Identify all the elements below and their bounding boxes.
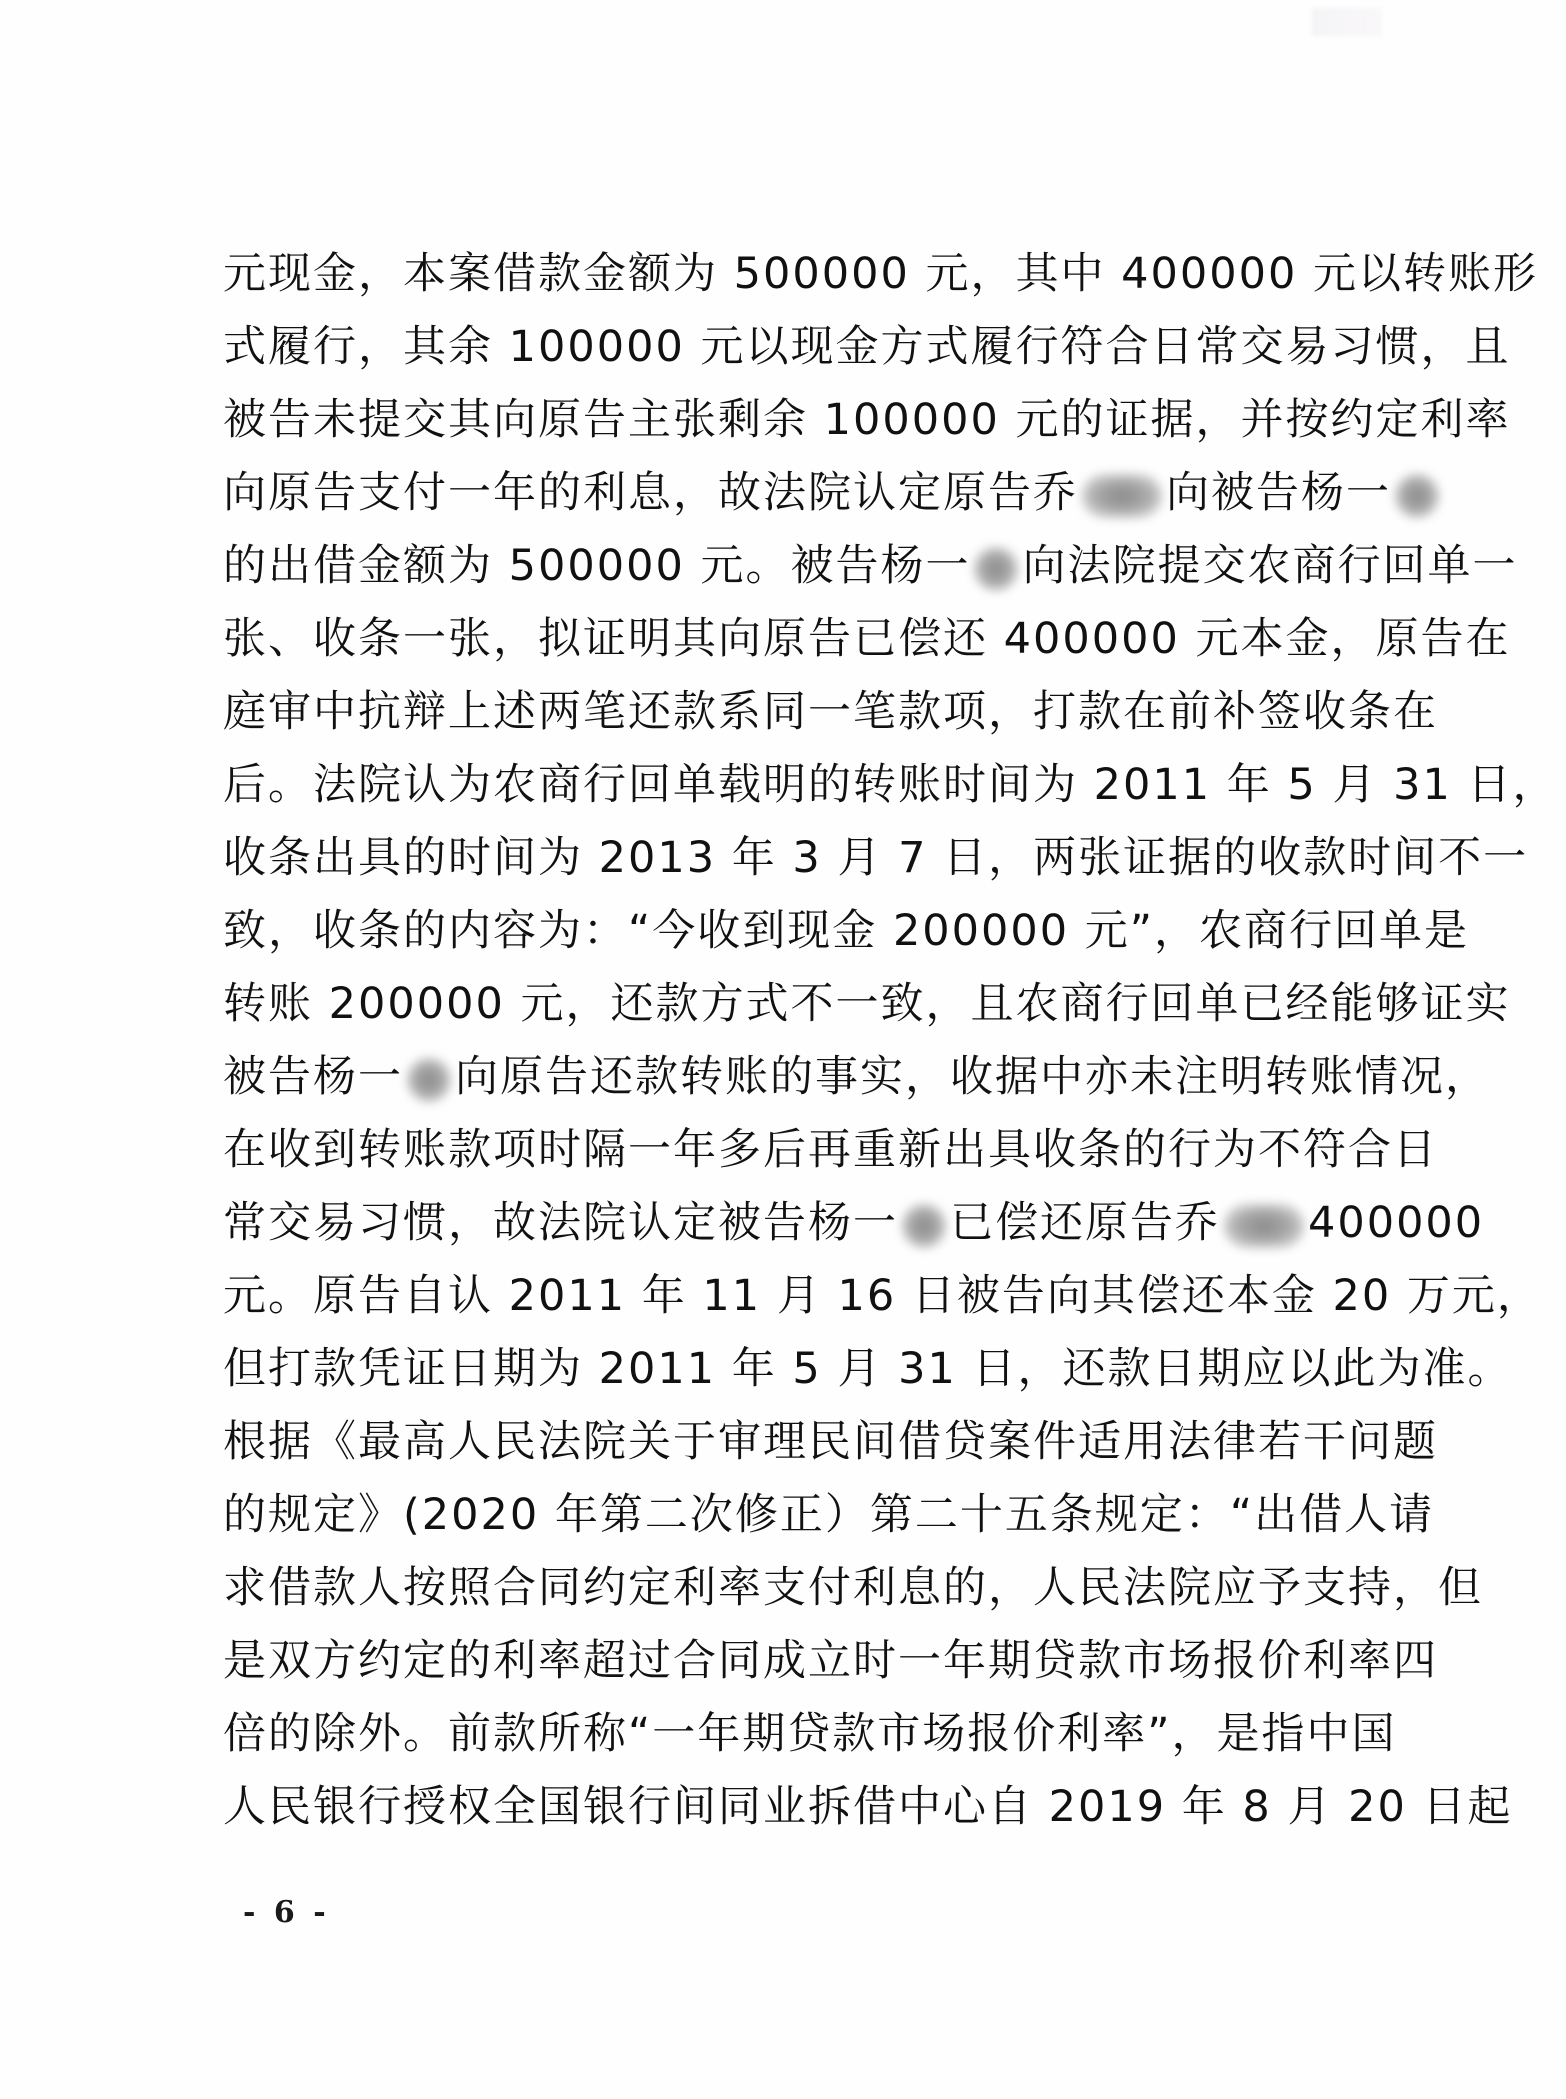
text-segment: 式履行，其余 100000 元以现金方式履行符合日常交易习惯，且 [223, 322, 1511, 372]
text-segment: 在收到转账款项时隔一年多后再重新出具收条的行为不符合日 [223, 1125, 1438, 1175]
text-segment: 的规定》(2020 年第二次修正）第二十五条规定：“出借人请 [223, 1490, 1435, 1540]
text-line [223, 759, 1558, 832]
redacted-name [1395, 474, 1439, 518]
redacted-name [1224, 1204, 1304, 1248]
text-segment: 根据《最高人民法院关于审理民间借贷案件适用法律若干问题 [223, 1417, 1438, 1467]
text-segment: 常交易习惯，故法院认定被告杨一 [223, 1198, 898, 1248]
text-segment: 求借款人按照合同约定利率支付利息的，人民法院应予支持，但 [223, 1563, 1483, 1613]
text-line [223, 1708, 1397, 1781]
text-line [223, 1489, 1435, 1562]
text-line [223, 248, 1538, 321]
scan-artifact [1312, 8, 1382, 36]
text-line [223, 1124, 1438, 1197]
text-segment: 的出借金额为 500000 元。被告杨一 [223, 541, 971, 591]
text-segment: 转账 200000 元，还款方式不一致，且农商行回单已经能够证实 [223, 979, 1511, 1029]
text-segment: 400000 [1308, 1198, 1485, 1248]
text-segment: 收条出具的时间为 2013 年 3 月 7 日，两张证据的收款时间不一 [223, 833, 1529, 883]
page-number: - 6 - [243, 1895, 330, 1930]
text-segment: 已偿还原告乔 [950, 1198, 1220, 1248]
text-line [223, 1197, 1485, 1270]
text-segment: 致，收条的内容为：“今收到现金 200000 元”，农商行回单是 [223, 906, 1470, 956]
text-segment: 被告未提交其向原告主张剩余 100000 元的证据，并按约定利率 [223, 395, 1511, 445]
text-line [223, 905, 1470, 978]
text-segment: 向被告杨一 [1166, 468, 1391, 518]
redacted-name [974, 547, 1018, 591]
text-segment: 但打款凭证日期为 2011 年 5 月 31 日，还款日期应以此为准。 [223, 1344, 1513, 1394]
text-line [223, 1635, 1438, 1708]
text-line [223, 686, 1438, 759]
body-text [223, 248, 1558, 1854]
redacted-name [902, 1204, 946, 1248]
text-line [223, 832, 1529, 905]
redacted-name [407, 1058, 451, 1102]
text-line [223, 1343, 1513, 1416]
text-segment: 元。原告自认 2011 年 11 月 16 日被告向其偿还本金 20 万元， [223, 1271, 1542, 1321]
text-line [223, 1562, 1483, 1635]
text-line [223, 1416, 1438, 1489]
text-segment: 向原告支付一年的利息，故法院认定原告乔 [223, 468, 1078, 518]
text-segment: 后。法院认为农商行回单载明的转账时间为 2011 年 5 月 31 日， [223, 760, 1558, 810]
text-segment: 被告杨一 [223, 1052, 403, 1102]
text-segment: 向法院提交农商行回单一 [1022, 541, 1518, 591]
redacted-name [1082, 474, 1162, 518]
text-segment: 倍的除外。前款所称“一年期贷款市场报价利率”，是指中国 [223, 1709, 1397, 1759]
text-line [223, 467, 1391, 540]
text-segment: 是双方约定的利率超过合同成立时一年期贷款市场报价利率四 [223, 1636, 1438, 1686]
text-line [223, 394, 1511, 467]
text-line [223, 1781, 1513, 1854]
text-segment: 庭审中抗辩上述两笔还款系同一笔款项，打款在前补签收条在 [223, 687, 1438, 737]
text-segment: 人民银行授权全国银行间同业拆借中心自 2019 年 8 月 20 日起 [223, 1782, 1513, 1832]
text-line [223, 1270, 1542, 1343]
text-line [223, 613, 1511, 686]
text-segment: 向原告还款转账的事实，收据中亦未注明转账情况， [455, 1052, 1490, 1102]
text-line [223, 321, 1511, 394]
text-segment: 张、收条一张，拟证明其向原告已偿还 400000 元本金，原告在 [223, 614, 1511, 664]
text-segment: 元现金，本案借款金额为 500000 元，其中 400000 元以转账形 [223, 249, 1538, 299]
text-line [223, 1051, 1490, 1124]
text-line [223, 540, 1518, 613]
text-line [223, 978, 1511, 1051]
